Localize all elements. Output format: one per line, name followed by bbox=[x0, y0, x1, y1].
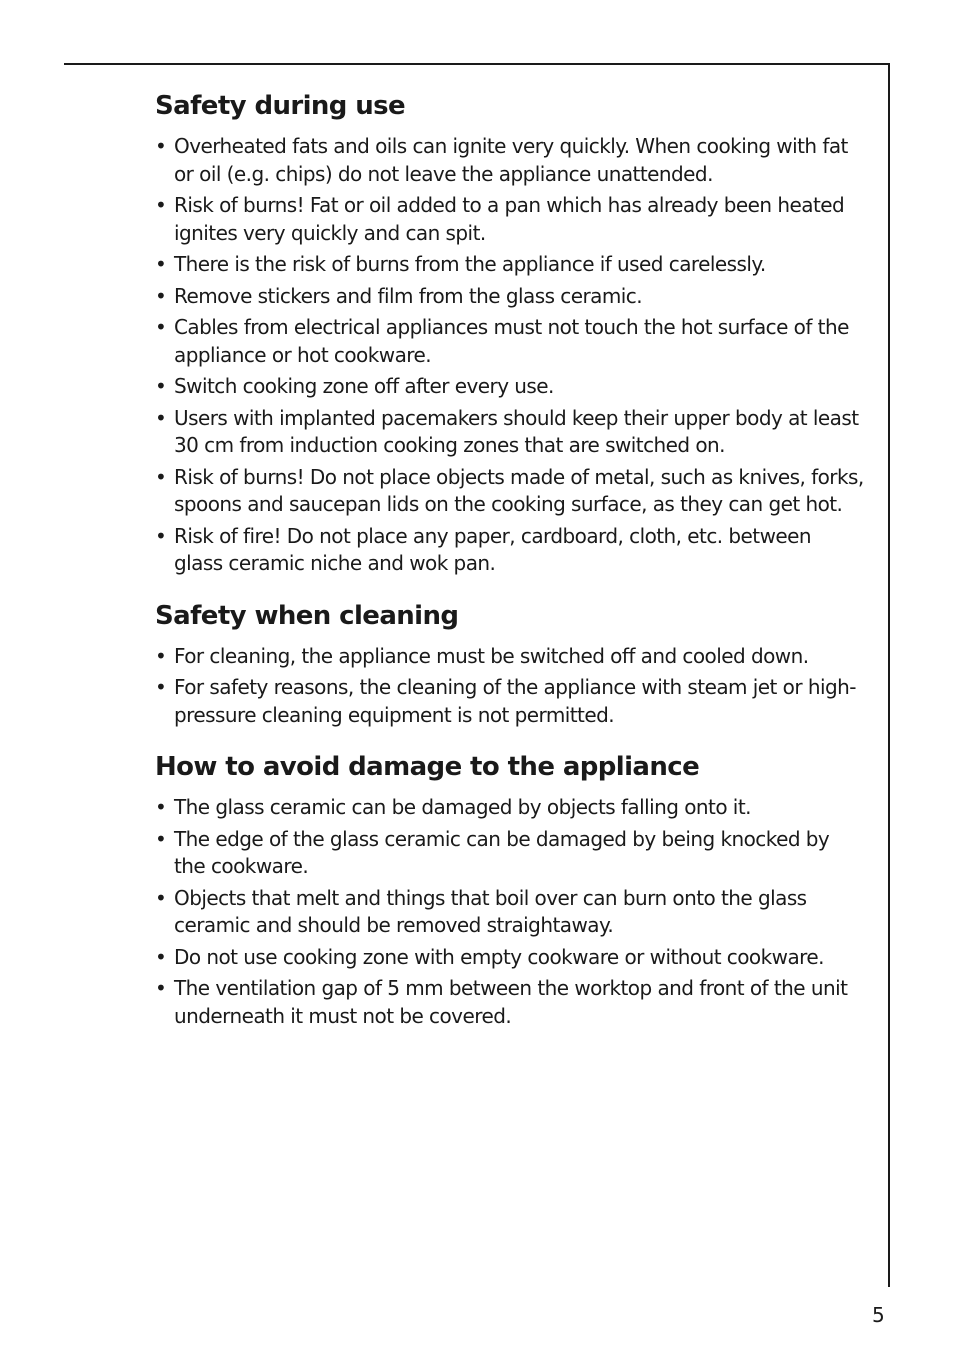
list-item bbox=[155, 283, 865, 311]
section-heading: How to avoid damage to the appliance bbox=[155, 752, 700, 782]
section-heading: Safety during use bbox=[155, 91, 406, 121]
list-item bbox=[155, 314, 865, 369]
list-item bbox=[155, 523, 865, 578]
list-item-text: Cables from electrical appliances must not touch the hot surface of the appliance or hot cookware. bbox=[174, 315, 849, 367]
list-item-text: Risk of fire! Do not place any paper, cardboard, cloth, etc. between glass ceramic niche and wok pan. bbox=[174, 523, 812, 575]
bullet-icon: • bbox=[155, 464, 167, 489]
list-item bbox=[155, 674, 865, 729]
list-item bbox=[155, 464, 865, 519]
bullet-icon: • bbox=[155, 283, 167, 308]
bullet-icon: • bbox=[155, 675, 167, 699]
list-item bbox=[155, 192, 865, 247]
list-item bbox=[155, 405, 865, 460]
page-number: 5 bbox=[872, 1303, 885, 1327]
list-item-text: The ventilation gap of 5 mm between the worktop and front of the unit underneath it must not be covered. bbox=[174, 976, 848, 1028]
bullet-list bbox=[155, 133, 865, 578]
list-item-text: The edge of the glass ceramic can be damaged by being knocked by the cookware. bbox=[174, 826, 830, 878]
bullet-icon: • bbox=[155, 193, 167, 217]
bullet-icon: • bbox=[155, 523, 167, 548]
bullet-icon: • bbox=[155, 795, 167, 819]
section-safety-when-cleaning bbox=[155, 598, 865, 730]
list-item-text: Do not use cooking zone with empty cookware or without cookware. bbox=[174, 944, 824, 969]
list-item bbox=[155, 794, 865, 822]
section-heading: Safety when cleaning bbox=[155, 600, 459, 631]
list-item-text: For safety reasons, the cleaning of the appliance with steam jet or high-pressure cleaning equipment is not permitted. bbox=[174, 675, 856, 727]
list-item bbox=[155, 133, 865, 188]
list-item bbox=[155, 975, 865, 1030]
list-item-text: For cleaning, the appliance must be switched off and cooled down. bbox=[174, 643, 809, 668]
list-item-text: Objects that melt and things that boil over can burn onto the glass ceramic and should be removed straightaway. bbox=[174, 885, 807, 937]
bullet-icon: • bbox=[155, 885, 167, 910]
bullet-icon: • bbox=[155, 643, 167, 668]
page-content bbox=[155, 88, 865, 1050]
bullet-icon: • bbox=[155, 405, 167, 430]
section-avoid-damage bbox=[155, 749, 865, 1030]
bullet-icon: • bbox=[155, 826, 167, 851]
bullet-icon: • bbox=[155, 134, 167, 158]
bullet-icon: • bbox=[155, 374, 167, 398]
list-item-text: The glass ceramic can be damaged by objects falling onto it. bbox=[174, 795, 751, 819]
list-item bbox=[155, 885, 865, 940]
list-item-text: Overheated fats and oils can ignite very quickly. When cooking with fat or oil (e.g. chips) do not leave the appliance unattended. bbox=[174, 134, 848, 186]
list-item bbox=[155, 251, 865, 279]
bullet-icon: • bbox=[155, 976, 167, 1000]
list-item-text: Risk of burns! Fat or oil added to a pan which has already been heated ignites very quickly and can spit. bbox=[174, 193, 845, 245]
list-item-text: Remove stickers and film from the glass ceramic. bbox=[174, 283, 643, 308]
bullet-icon: • bbox=[155, 252, 167, 276]
bullet-list bbox=[155, 643, 865, 730]
bullet-icon: • bbox=[155, 944, 167, 969]
list-item-text: Users with implanted pacemakers should keep their upper body at least 30 cm from induction cooking zones that are switched on. bbox=[174, 405, 859, 457]
top-rule bbox=[64, 63, 890, 65]
list-item bbox=[155, 944, 865, 972]
list-item bbox=[155, 643, 865, 671]
list-item-text: Risk of burns! Do not place objects made of metal, such as knives, forks, spoons and saucepan lids on the cooking surface, as they can get hot. bbox=[174, 464, 864, 516]
list-item bbox=[155, 373, 865, 401]
bullet-list bbox=[155, 794, 865, 1030]
list-item-text: Switch cooking zone off after every use. bbox=[174, 374, 554, 398]
section-safety-during-use bbox=[155, 88, 865, 578]
list-item-text: There is the risk of burns from the appliance if used carelessly. bbox=[174, 252, 766, 276]
right-rule bbox=[888, 63, 890, 1287]
bullet-icon: • bbox=[155, 315, 167, 339]
list-item bbox=[155, 826, 865, 881]
